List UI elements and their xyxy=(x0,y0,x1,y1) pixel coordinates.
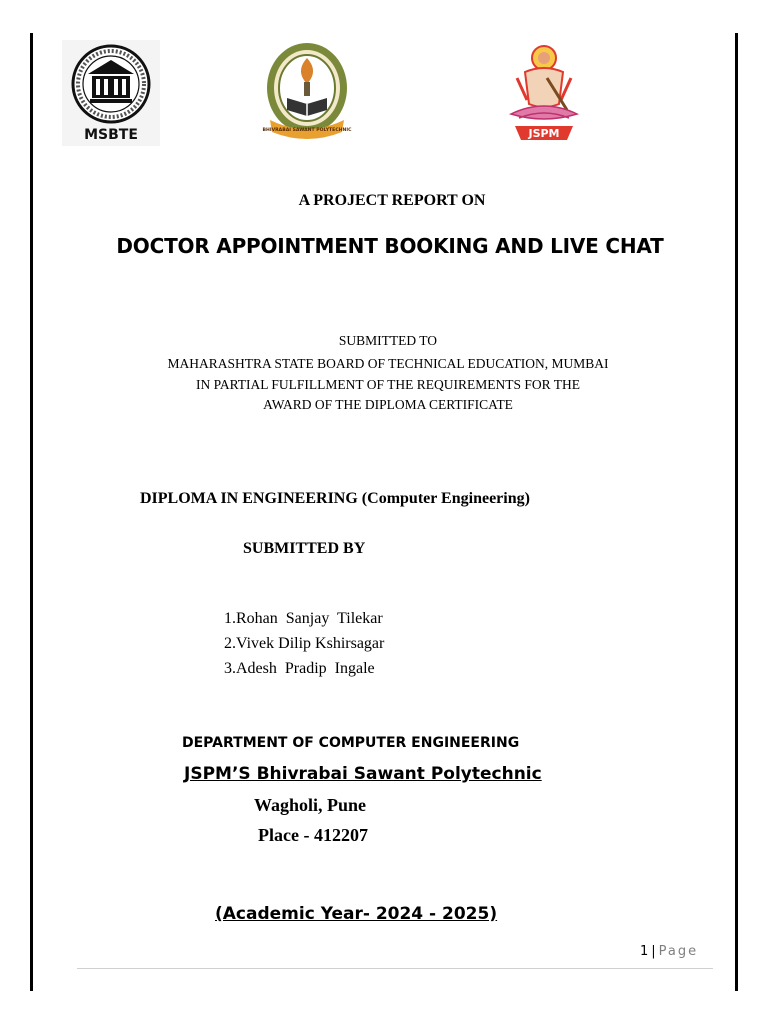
student-name: 1.Rohan Sanjay Tilekar xyxy=(224,610,383,627)
award-line: AWARD OF THE DIPLOMA CERTIFICATE xyxy=(263,397,513,412)
msbte-seal-icon xyxy=(62,40,160,146)
jspm-logo-caption: JSPM xyxy=(528,127,560,140)
submitted-by-label: SUBMITTED BY xyxy=(243,540,366,557)
page-border-right xyxy=(735,33,738,991)
msbte-logo xyxy=(62,40,160,146)
jspm-logo xyxy=(497,38,591,144)
academic-year: (Academic Year- 2024 - 2025) xyxy=(215,904,498,924)
institute-city: Wagholi, Pune xyxy=(254,795,367,815)
page-border-left xyxy=(30,33,33,991)
institute-name: JSPM’S Bhivrabai Sawant Polytechnic xyxy=(184,764,542,784)
department-name: DEPARTMENT OF COMPUTER ENGINEERING xyxy=(182,735,520,751)
student-name: 3.Adesh Pradip Ingale xyxy=(224,660,375,677)
page-footer xyxy=(640,944,698,959)
report-kicker: A PROJECT REPORT ON xyxy=(298,192,486,209)
page-number: 1 xyxy=(640,944,649,959)
page-label: Page xyxy=(658,944,699,959)
saraswati-emblem-icon xyxy=(497,38,591,144)
submitted-to-line: SUBMITTED TO xyxy=(338,333,438,348)
diploma-line: DIPLOMA IN ENGINEERING (Computer Engineering) xyxy=(140,490,530,507)
bsp-logo xyxy=(262,40,352,142)
fulfillment-line: IN PARTIAL FULFILLMENT OF THE REQUIREMENTS FOR THE xyxy=(195,377,581,392)
msbte-logo-caption: MSBTE xyxy=(84,127,138,143)
footer-divider xyxy=(77,968,713,969)
student-name: 2.Vivek Dilip Kshirsagar xyxy=(224,635,385,652)
board-name-line: MAHARASHTRA STATE BOARD OF TECHNICAL EDUCATION, MUMBAI xyxy=(167,356,609,371)
bsp-logo-caption: BHIVRABAI SAWANT POLYTECHNIC xyxy=(262,128,352,133)
institute-emblem-icon xyxy=(262,40,352,142)
place-code: Place - 412207 xyxy=(258,825,368,845)
project-title: DOCTOR APPOINTMENT BOOKING AND LIVE CHAT xyxy=(116,234,664,258)
page-separator: | xyxy=(651,944,656,959)
